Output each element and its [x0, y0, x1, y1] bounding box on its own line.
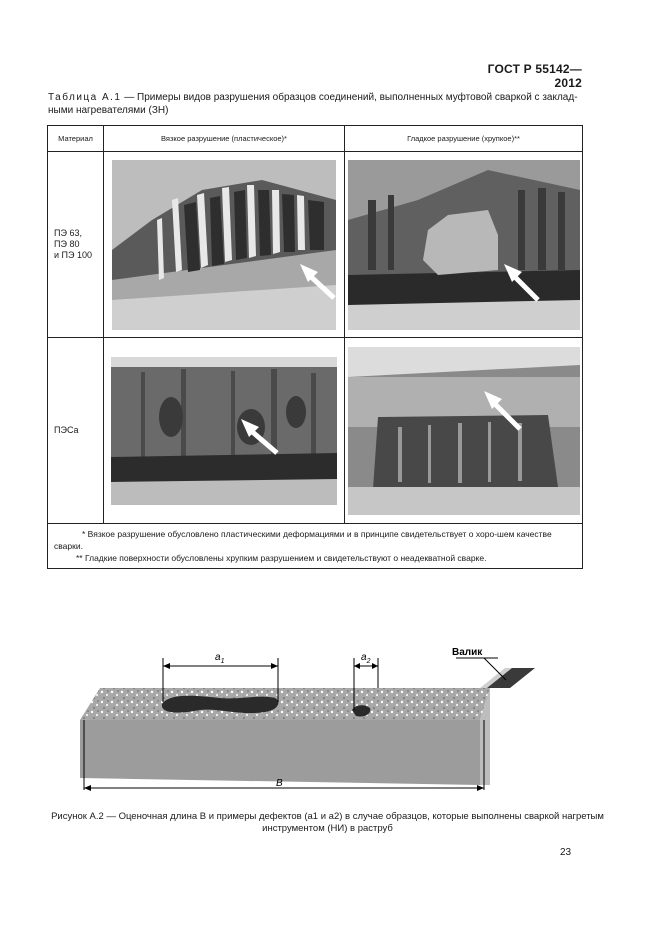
figure-caption: Рисунок А.2 — Оценочная длина B и примеры дефектов (a1 и a2) в случае образцов, которые выполнены сваркой нагретым инструментом (НИ) в раструб — [51, 811, 604, 834]
table-row — [48, 152, 583, 338]
table-footnotes — [48, 524, 583, 569]
brittle-fracture-photo-pe — [348, 160, 580, 330]
standard-number: ГОСТ Р 55142—2012 — [487, 62, 582, 90]
ductile-fracture-photo-pe — [112, 160, 336, 330]
label-valik: Валик — [452, 647, 483, 658]
label-a1: $a_1$ — [215, 652, 225, 665]
specimen-front — [80, 720, 480, 785]
table-caption-label: Таблица А.1 — [48, 92, 122, 103]
table-caption — [48, 91, 582, 117]
table-caption-text: — Примеры видов разрушения образцов соединений, выполненных муфтовой сваркой с заклад-ными нагревателями (ЗН) — [48, 92, 578, 116]
material-cell: ПЭ 63, ПЭ 80 и ПЭ 100 — [48, 152, 104, 338]
label-a2: $a_2$ — [361, 652, 371, 665]
footnote-ductile: * Вязкое разрушение обусловлено пластическими деформациями и в принципе свидетельствует о хоро-шем качестве сварки. — [54, 529, 552, 551]
ductile-fracture-photo-pesa — [111, 357, 337, 505]
table-row — [48, 338, 583, 524]
failure-types-table — [47, 125, 583, 569]
figure-a2-diagram — [60, 640, 560, 800]
header-ductile: Вязкое разрушение (пластическое)* — [104, 126, 345, 152]
brittle-photo-cell — [345, 152, 583, 338]
footnote-row — [48, 524, 583, 569]
ductile-photo-cell — [104, 338, 345, 524]
specimen-top-surface — [80, 688, 490, 720]
ductile-photo-cell — [104, 152, 345, 338]
brittle-fracture-photo-pesa — [348, 347, 580, 515]
page-number: 23 — [560, 847, 572, 858]
footnote-brittle: ** Гладкие поверхности обусловлены хрупким разрушением и свидетельствуют о неадекватной сварке. — [76, 553, 487, 563]
header-material: Материал — [48, 126, 104, 152]
material-cell: ПЭСа — [48, 338, 104, 524]
label-b: B — [276, 778, 283, 789]
brittle-photo-cell — [345, 338, 583, 524]
header-brittle: Гладкое разрушение (хрупкое)** — [345, 126, 583, 152]
table-header-row — [48, 126, 583, 152]
